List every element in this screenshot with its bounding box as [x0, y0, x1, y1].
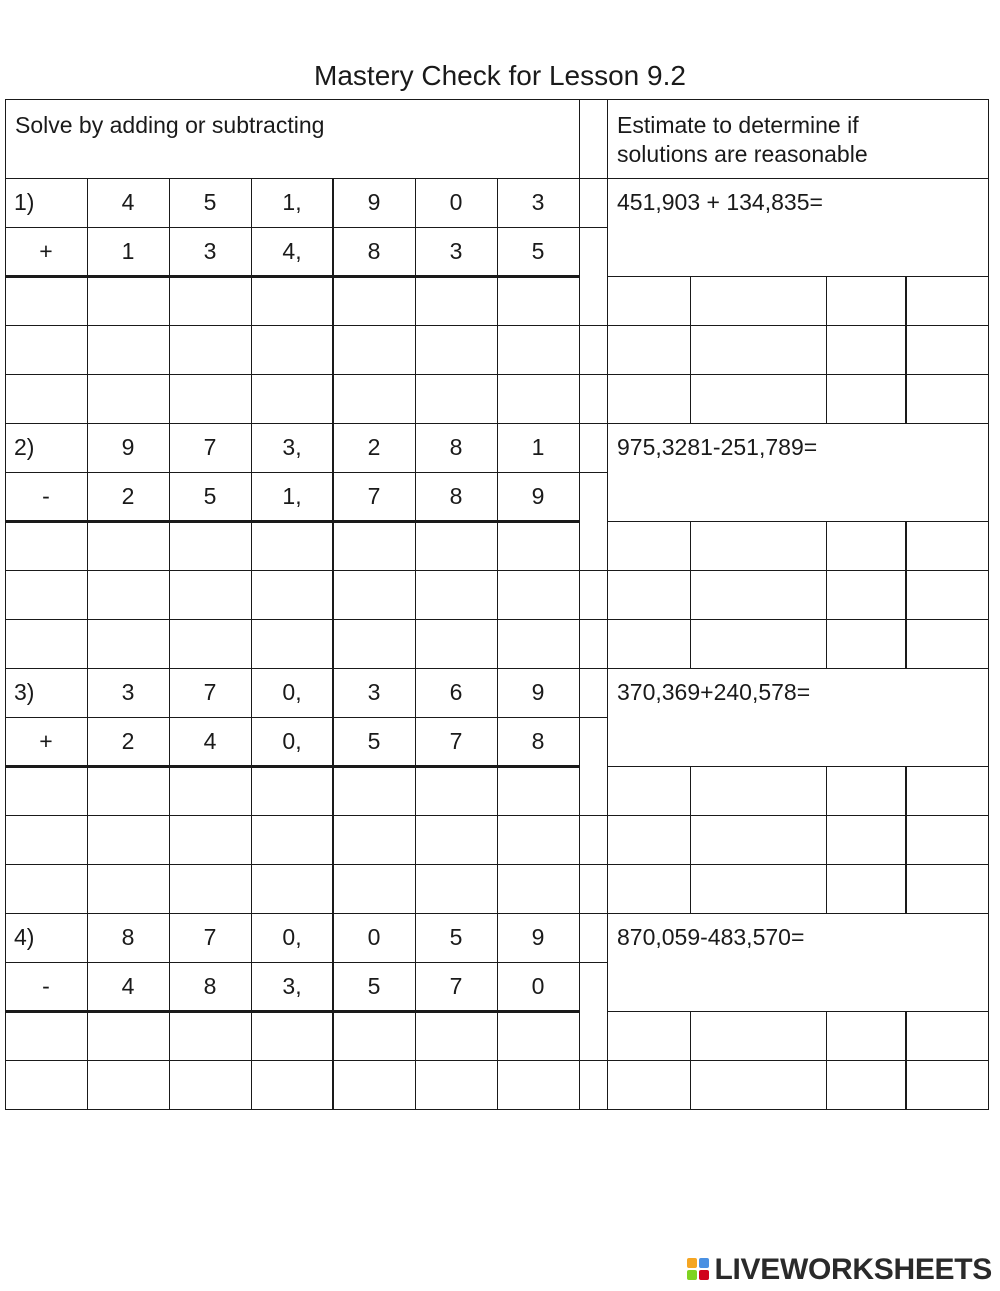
answer-cell[interactable] [498, 571, 578, 618]
answer-cell[interactable] [416, 620, 496, 667]
estimate-cell[interactable] [827, 326, 905, 373]
problem-number: 1) [14, 189, 35, 215]
answer-cell[interactable] [334, 816, 414, 863]
answer-cell[interactable] [498, 375, 578, 422]
bottom-digit: 3 [449, 238, 463, 264]
operator-sign: - [42, 973, 50, 999]
column-line [607, 178, 608, 423]
top-digit: 3 [121, 679, 135, 705]
estimate-cell[interactable] [907, 522, 987, 569]
bottom-digit: 0 [531, 973, 545, 999]
estimate-cell[interactable] [827, 571, 905, 618]
column-line [87, 913, 88, 1109]
estimate-cell[interactable] [691, 326, 825, 373]
table-right-border [988, 99, 989, 1109]
answer-cell[interactable] [170, 522, 250, 569]
estimate-cell[interactable] [907, 571, 987, 618]
estimate-cell[interactable] [608, 326, 689, 373]
answer-cell[interactable] [498, 1061, 578, 1108]
estimate-cell[interactable] [608, 816, 689, 863]
header-estimate-label [617, 111, 868, 169]
estimate-expression: 975,3281-251,789= [617, 434, 818, 460]
answer-cell[interactable] [170, 620, 250, 667]
column-line [87, 668, 88, 913]
answer-cell[interactable] [334, 620, 414, 667]
bottom-digit: 4 [121, 973, 135, 999]
column-line [169, 913, 170, 1109]
bottom-digit: 5 [367, 728, 381, 754]
answer-cell[interactable] [498, 277, 578, 324]
table-bottom-border [5, 1109, 989, 1110]
answer-cell[interactable] [6, 326, 86, 373]
top-digit: 7 [203, 679, 217, 705]
answer-cell[interactable] [88, 865, 168, 912]
estimate-cell[interactable] [608, 865, 689, 912]
top-digit: 0, [282, 924, 302, 950]
column-line [826, 276, 827, 423]
problem-number: 3) [14, 679, 35, 705]
estimate-cell[interactable] [691, 816, 825, 863]
operator-sign: - [42, 483, 50, 509]
estimate-cell[interactable] [827, 865, 905, 912]
column-line [251, 668, 252, 913]
column-line [905, 1011, 907, 1109]
estimate-cell[interactable] [907, 767, 987, 814]
answer-cell[interactable] [6, 767, 86, 814]
estimate-cell[interactable] [907, 326, 987, 373]
column-line [690, 276, 691, 423]
column-line [690, 521, 691, 668]
logo-block-1 [687, 1258, 697, 1268]
estimate-cell[interactable] [827, 1012, 905, 1059]
estimate-cell[interactable] [691, 767, 825, 814]
answer-cell[interactable] [416, 375, 496, 422]
column-line [579, 423, 580, 668]
top-digit: 0 [367, 924, 381, 950]
answer-cell[interactable] [334, 522, 414, 569]
answer-cell[interactable] [252, 326, 332, 373]
column-line [579, 913, 580, 1109]
answer-cell[interactable] [416, 865, 496, 912]
estimate-cell[interactable] [827, 1061, 905, 1108]
column-line [251, 423, 252, 668]
column-line [415, 668, 416, 913]
answer-cell[interactable] [88, 522, 168, 569]
bottom-digit: 7 [367, 483, 381, 509]
answer-cell[interactable] [498, 865, 578, 912]
estimate-cell[interactable] [827, 767, 905, 814]
column-line [415, 178, 416, 423]
top-digit: 0 [449, 189, 463, 215]
row-line [579, 472, 608, 473]
answer-cell[interactable] [170, 1061, 250, 1108]
bottom-digit: 7 [449, 973, 463, 999]
problem-number: 2) [14, 434, 35, 460]
answer-cell[interactable] [6, 522, 86, 569]
bottom-digit: 9 [531, 483, 545, 509]
estimate-expression: 451,903 + 134,835= [617, 189, 823, 215]
top-digit: 1, [282, 189, 302, 215]
row-line [5, 717, 580, 718]
header-solve-label: Solve by adding or subtracting [15, 112, 325, 138]
top-digit: 8 [449, 434, 463, 460]
top-digit: 4 [121, 189, 135, 215]
estimate-cell[interactable] [608, 522, 689, 569]
answer-cell[interactable] [334, 277, 414, 324]
answer-cell[interactable] [252, 1012, 332, 1059]
answer-cell[interactable] [252, 816, 332, 863]
top-digit: 5 [449, 924, 463, 950]
top-digit: 3, [282, 434, 302, 460]
answer-cell[interactable] [6, 816, 86, 863]
answer-cell[interactable] [498, 767, 578, 814]
answer-cell[interactable] [334, 1012, 414, 1059]
column-line [415, 423, 416, 668]
answer-cell[interactable] [498, 816, 578, 863]
column-line [332, 668, 334, 913]
answer-cell[interactable] [416, 326, 496, 373]
bottom-digit: 1, [282, 483, 302, 509]
estimate-cell[interactable] [608, 767, 689, 814]
answer-cell[interactable] [334, 1061, 414, 1108]
answer-cell[interactable] [170, 865, 250, 912]
estimate-cell[interactable] [608, 375, 689, 422]
bottom-digit: 8 [367, 238, 381, 264]
answer-cell[interactable] [416, 522, 496, 569]
top-digit: 9 [531, 924, 545, 950]
table-left-border [5, 99, 6, 1109]
column-line [497, 913, 498, 1109]
estimate-cell[interactable] [827, 375, 905, 422]
estimate-cell[interactable] [691, 1012, 825, 1059]
top-digit: 8 [121, 924, 135, 950]
bottom-digit: 0, [282, 728, 302, 754]
logo-block-3 [687, 1270, 697, 1280]
column-line [690, 766, 691, 913]
answer-cell[interactable] [88, 1012, 168, 1059]
answer-cell[interactable] [88, 326, 168, 373]
estimate-cell[interactable] [691, 1061, 825, 1108]
bottom-digit: 4, [282, 238, 302, 264]
column-line [690, 1011, 691, 1109]
answer-cell[interactable] [252, 865, 332, 912]
answer-cell[interactable] [416, 571, 496, 618]
column-line [332, 178, 334, 423]
answer-cell[interactable] [498, 326, 578, 373]
estimate-cell[interactable] [907, 865, 987, 912]
top-digit: 7 [203, 434, 217, 460]
estimate-cell[interactable] [608, 1012, 689, 1059]
answer-cell[interactable] [252, 620, 332, 667]
estimate-cell[interactable] [827, 522, 905, 569]
column-line [579, 668, 580, 913]
logo-blocks-icon [687, 1258, 711, 1282]
estimate-cell[interactable] [827, 620, 905, 667]
column-line [332, 423, 334, 668]
header-divider [579, 99, 580, 178]
column-line [415, 913, 416, 1109]
column-line [607, 913, 608, 1109]
answer-cell[interactable] [498, 522, 578, 569]
top-digit: 9 [121, 434, 135, 460]
answer-cell[interactable] [252, 375, 332, 422]
estimate-cell[interactable] [608, 571, 689, 618]
column-line [169, 423, 170, 668]
estimate-cell[interactable] [907, 1061, 987, 1108]
answer-cell[interactable] [6, 571, 86, 618]
row-line [579, 962, 608, 963]
answer-cell[interactable] [252, 571, 332, 618]
column-line [497, 178, 498, 423]
bottom-digit: 5 [203, 483, 217, 509]
answer-cell[interactable] [88, 375, 168, 422]
answer-cell[interactable] [334, 571, 414, 618]
column-line [87, 423, 88, 668]
estimate-expression: 370,369+240,578= [617, 679, 811, 705]
answer-cell[interactable] [170, 571, 250, 618]
answer-cell[interactable] [170, 375, 250, 422]
bottom-digit: 8 [203, 973, 217, 999]
bottom-digit: 8 [449, 483, 463, 509]
column-line [251, 178, 252, 423]
answer-cell[interactable] [170, 767, 250, 814]
column-line [579, 178, 580, 423]
bottom-digit: 8 [531, 728, 545, 754]
estimate-expression: 870,059-483,570= [617, 924, 805, 950]
answer-cell[interactable] [252, 767, 332, 814]
top-digit: 3 [367, 679, 381, 705]
column-line [905, 276, 907, 423]
page-title: Mastery Check for Lesson 9.2 [314, 60, 686, 91]
header-estimate-line1: Estimate to determine if [617, 112, 859, 138]
answer-cell[interactable] [416, 816, 496, 863]
answer-cell[interactable] [334, 375, 414, 422]
column-line [905, 766, 907, 913]
bottom-digit: 5 [367, 973, 381, 999]
answer-cell[interactable] [6, 865, 86, 912]
bottom-digit: 7 [449, 728, 463, 754]
answer-cell[interactable] [498, 1012, 578, 1059]
bottom-digit: 5 [531, 238, 545, 264]
column-line [607, 668, 608, 913]
estimate-cell[interactable] [827, 277, 905, 324]
estimate-cell[interactable] [608, 1061, 689, 1108]
column-line [607, 423, 608, 668]
logo-text: LIVEWORKSHEETS [714, 1253, 992, 1286]
estimate-cell[interactable] [691, 277, 825, 324]
estimate-cell[interactable] [691, 865, 825, 912]
answer-cell[interactable] [334, 326, 414, 373]
answer-cell[interactable] [88, 277, 168, 324]
column-line [87, 178, 88, 423]
answer-cell[interactable] [6, 1012, 86, 1059]
estimate-cell[interactable] [907, 1012, 987, 1059]
header-divider [607, 99, 608, 178]
answer-cell[interactable] [6, 620, 86, 667]
answer-cell[interactable] [252, 1061, 332, 1108]
answer-cell[interactable] [170, 816, 250, 863]
bottom-digit: 3 [203, 238, 217, 264]
top-digit: 6 [449, 679, 463, 705]
bottom-digit: 1 [121, 238, 135, 264]
column-line [169, 178, 170, 423]
answer-cell[interactable] [88, 1061, 168, 1108]
answer-cell[interactable] [6, 1061, 86, 1108]
estimate-cell[interactable] [907, 816, 987, 863]
top-digit: 5 [203, 189, 217, 215]
column-line [497, 423, 498, 668]
answer-cell[interactable] [334, 767, 414, 814]
estimate-cell[interactable] [608, 620, 689, 667]
operator-sign: + [39, 238, 53, 264]
header-estimate-line2: solutions are reasonable [617, 141, 868, 167]
top-digit: 0, [282, 679, 302, 705]
answer-cell[interactable] [6, 375, 86, 422]
column-line [169, 668, 170, 913]
estimate-cell[interactable] [907, 375, 987, 422]
answer-cell[interactable] [88, 620, 168, 667]
answer-cell[interactable] [252, 522, 332, 569]
logo-block-2 [699, 1258, 709, 1268]
answer-cell[interactable] [170, 326, 250, 373]
bottom-digit: 4 [203, 728, 217, 754]
column-line [826, 1011, 827, 1109]
top-digit: 9 [531, 679, 545, 705]
answer-cell[interactable] [88, 816, 168, 863]
estimate-cell[interactable] [691, 620, 825, 667]
top-digit: 7 [203, 924, 217, 950]
answer-cell[interactable] [498, 620, 578, 667]
column-line [497, 668, 498, 913]
answer-cell[interactable] [88, 571, 168, 618]
column-line [332, 913, 334, 1109]
operator-sign: + [39, 728, 53, 754]
top-digit: 9 [367, 189, 381, 215]
estimate-cell[interactable] [691, 522, 825, 569]
answer-cell[interactable] [170, 1012, 250, 1059]
estimate-cell[interactable] [691, 571, 825, 618]
table-top-border [5, 99, 989, 100]
top-digit: 3 [531, 189, 545, 215]
column-line [251, 913, 252, 1109]
answer-cell[interactable] [416, 767, 496, 814]
column-line [826, 766, 827, 913]
bottom-digit: 3, [282, 973, 302, 999]
estimate-cell[interactable] [907, 620, 987, 667]
answer-cell[interactable] [416, 1012, 496, 1059]
estimate-cell[interactable] [907, 277, 987, 324]
row-line [579, 717, 608, 718]
answer-cell[interactable] [334, 865, 414, 912]
top-digit: 1 [531, 434, 545, 460]
top-digit: 2 [367, 434, 381, 460]
liveworksheets-logo [687, 1254, 993, 1286]
answer-cell[interactable] [170, 277, 250, 324]
bottom-digit: 2 [121, 483, 135, 509]
problem-number: 4) [14, 924, 35, 950]
column-line [905, 521, 907, 668]
row-line [579, 227, 608, 228]
answer-cell[interactable] [252, 277, 332, 324]
estimate-cell[interactable] [691, 375, 825, 422]
column-line [826, 521, 827, 668]
estimate-cell[interactable] [827, 816, 905, 863]
row-line [5, 962, 580, 963]
logo-block-4 [699, 1270, 709, 1280]
bottom-digit: 2 [121, 728, 135, 754]
answer-cell[interactable] [88, 767, 168, 814]
answer-cell[interactable] [416, 1061, 496, 1108]
answer-cell[interactable] [416, 277, 496, 324]
row-line [5, 227, 580, 228]
estimate-cell[interactable] [608, 277, 689, 324]
answer-cell[interactable] [6, 277, 86, 324]
row-line [5, 472, 580, 473]
